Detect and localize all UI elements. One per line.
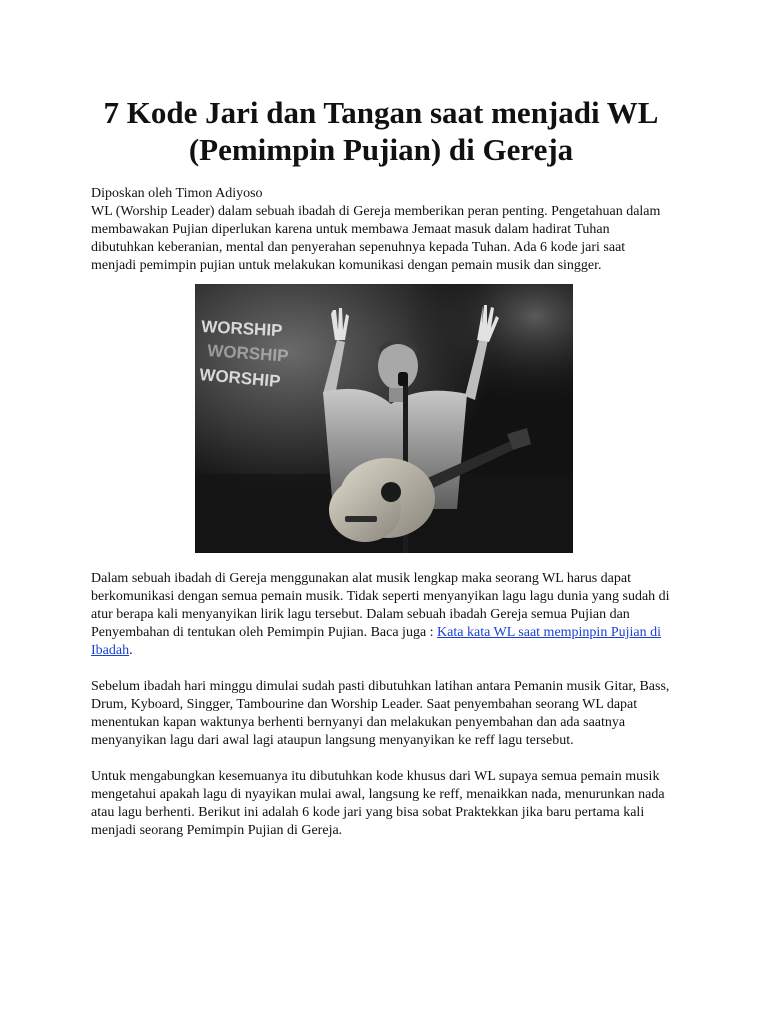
- paragraph-2: Sebelum ibadah hari minggu dimulai sudah pasti dibutuhkan latihan antara Pemanin musik Gitar, Bass, Drum, Kyboard, Singger, Tambourine dan Worship Leader. Saat penyembahan seorang WL dapat menentukan kapan waktunya berhenti bernyanyi dan melakukan penyembahan dan ada saatnya menyanyikan lagu dari awal lagi ataupun langsung menyanyikan ke reff lagu tersebut.: [91, 679, 670, 748]
- paragraph-3: Untuk mengabungkan kesemuanya itu dibutuhkan kode khusus dari WL supaya semua pemain musik mengetahui apakah lagu di nyayikan mulai awal, langsung ke reff, menaikkan nada, menurunkan nada atau lagu berhenti. Berikut ini adalah 6 kode jari yang bisa sobat Praktekkan jika baru pertama kali menjadi seorang Pemimpin Pujian di Gereja.: [91, 769, 665, 838]
- related-article-link[interactable]: Kata kata WL saat mempinpin Pujian di Ibadah: [91, 625, 661, 658]
- paragraph-1-text: Dalam sebuah ibadah di Gereja menggunakan alat musik lengkap maka seorang WL harus dapat berkomunikasi dengan semua pemain musik. Tidak seperti menyanyikan lagu lagu dunia yang sudah di atur berapa kali menyanyikan lirik lagu tersebut. Dalam sebuah ibadah Gereja semua Pujian dan Penyembahan di tentukan oleh Pemimpin Pujian. Baca juga :: [91, 571, 670, 640]
- screen-lyrics: [199, 317, 289, 391]
- paragraph-1: [91, 570, 671, 660]
- document-page: [91, 94, 671, 840]
- article-title: 7 Kode Jari dan Tangan saat menjadi WL (Pemimpin Pujian) di Gereja: [103, 95, 659, 167]
- screen-text-line: WORSHIP: [200, 317, 283, 341]
- article-byline: Diposkan oleh Timon Adiyoso: [91, 186, 263, 201]
- intro-paragraph: WL (Worship Leader) dalam sebuah ibadah di Gereja memberikan peran penting. Pengetahuan dalam membawakan Pujian diperlukan karena untuk membawa Jemaat masuk dalam hadirat Tuhan dibutuhkan keberanian, mental dan penyerahan sepenuhnya kepada Tuhan. Ada 6 kode jari saat menjadi pemimpin pujian untuk melakukan komunikasi dengan pemain musik dan singger.: [91, 204, 661, 273]
- screen-text-line: WORSHIP: [206, 341, 290, 366]
- screen-text-line: WORSHIP: [198, 365, 282, 392]
- paragraph-1-end: .: [129, 643, 133, 658]
- worship-leader-photo: [195, 284, 573, 553]
